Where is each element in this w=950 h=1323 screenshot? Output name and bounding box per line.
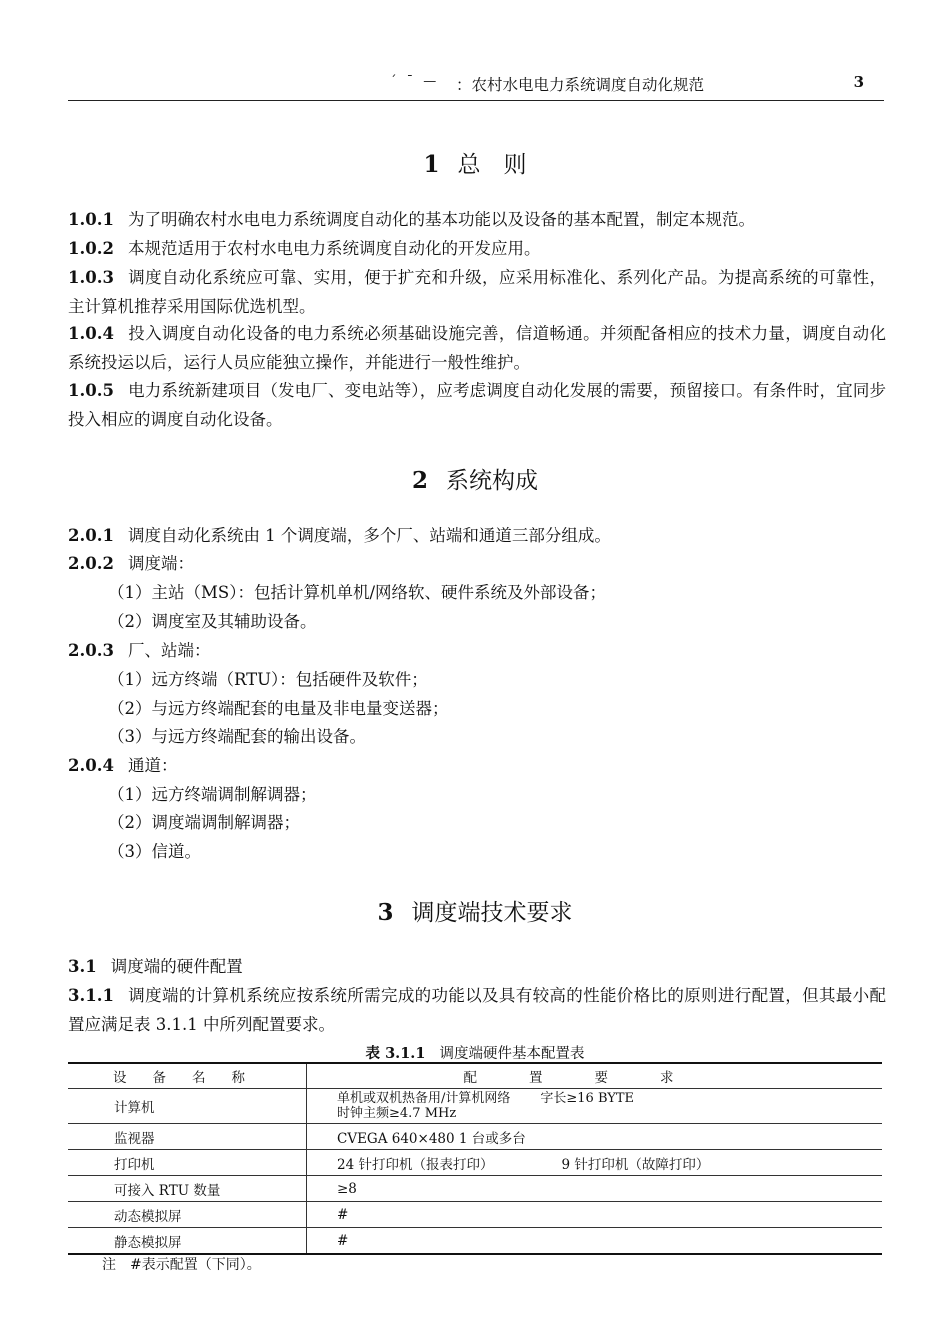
clause-text: 本规范适用于农村水电电力系统调度自动化的开发应用。 xyxy=(127,239,541,258)
table-row xyxy=(68,1176,882,1202)
page-number: 3 xyxy=(853,73,864,91)
clause-text: 调度端的计算机系统应按系统所需完成的功能以及具有较高的性能价格比的原则进行配置，但其最小配置应满足表 3.1.1 中所列配置要求。 xyxy=(68,986,886,1034)
clause-number: 1.0.1 xyxy=(68,210,114,229)
table-number: 表 3.1.1 xyxy=(365,1045,426,1062)
chapter-number: 3 xyxy=(377,899,394,926)
device-name: 计算机 xyxy=(68,1089,307,1124)
clause xyxy=(68,377,886,434)
header-title: ：农村水电电力系统调度自动化规范 xyxy=(456,76,705,94)
table-row xyxy=(68,1124,882,1150)
header-config-requirements: 配置要求 xyxy=(307,1063,883,1089)
table-row xyxy=(68,1089,882,1124)
clause xyxy=(68,206,886,235)
list-item: （1）远方终端（RTU）：包括硬件及软件； xyxy=(108,670,428,689)
clause-text: 通道： xyxy=(127,756,178,775)
clause xyxy=(68,752,886,781)
list-item: （2）与远方终端配套的电量及非电量变送器； xyxy=(108,699,449,718)
device-name: 动态模拟屏 xyxy=(68,1202,307,1228)
clause-number: 3.1.1 xyxy=(68,986,114,1005)
note-text: #表示配置（下同）。 xyxy=(130,1257,261,1273)
table-row xyxy=(68,1228,882,1255)
device-name: 静态模拟屏 xyxy=(68,1228,307,1255)
table-row xyxy=(68,1202,882,1228)
clause-text: 电力系统新建项目（发电厂、变电站等），应考虑调度自动化发展的需要，预留接口。有条件时，宜同步投入相应的调度自动化设备。 xyxy=(68,381,886,429)
device-spec xyxy=(307,1089,883,1124)
clause-number: 1.0.2 xyxy=(68,239,114,258)
section-title: 调度端的硬件配置 xyxy=(110,957,243,976)
device-name: 打印机 xyxy=(68,1150,307,1176)
device-spec: ≥8 xyxy=(307,1176,883,1202)
chapter-1-heading xyxy=(0,146,950,179)
list-item: （3）信道。 xyxy=(108,842,201,861)
note-label: 注 xyxy=(102,1257,116,1273)
clause xyxy=(68,550,886,579)
chapter-2-heading xyxy=(0,462,950,495)
clause-number: 2.0.2 xyxy=(68,554,114,573)
list-item: （3）与远方终端配套的输出设备。 xyxy=(108,727,366,746)
device-spec xyxy=(307,1150,883,1176)
clause xyxy=(68,522,886,551)
clause xyxy=(68,264,886,321)
chapter-title: 总 则 xyxy=(457,152,527,178)
clause-number: 1.0.3 xyxy=(68,268,114,287)
section-heading xyxy=(68,953,886,982)
spec-text: 24 针打印机（报表打印） xyxy=(337,1156,494,1173)
chapter-number: 1 xyxy=(423,151,440,178)
clause-text: 调度端： xyxy=(127,554,194,573)
device-spec: # xyxy=(307,1202,883,1228)
clause-number: 1.0.4 xyxy=(68,324,114,343)
clause-text: 调度自动化系统应可靠、实用，便于扩充和升级，应采用标准化、系列化产品。为提高系统的可靠性，主计算机推荐采用国际优选机型。 xyxy=(68,268,886,316)
header-marks: ´ ¯ — xyxy=(390,74,440,89)
clause xyxy=(68,235,886,264)
table-caption xyxy=(0,1042,950,1063)
list-item: （1）远方终端调制解调器； xyxy=(108,785,317,804)
chapter-number: 2 xyxy=(411,467,428,494)
spec-text: 字长≥16 BYTE xyxy=(540,1091,635,1106)
table-note xyxy=(102,1254,261,1274)
clause-text: 调度自动化系统由 1 个调度端，多个厂、站端和通道三部分组成。 xyxy=(127,526,611,545)
clause-text: 厂、站端： xyxy=(127,641,211,660)
clause xyxy=(68,637,886,666)
spec-text: 9 针打印机（故障打印） xyxy=(561,1156,710,1173)
clause xyxy=(68,982,886,1039)
clause xyxy=(68,320,886,377)
device-name: 可接入 RTU 数量 xyxy=(68,1176,307,1202)
device-spec: # xyxy=(307,1228,883,1255)
list-item: （1）主站（MS）：包括计算机单机/网络软、硬件系统及外部设备； xyxy=(108,583,607,602)
clause-text: 投入调度自动化设备的电力系统必须基础设施完善，信道畅通。并须配备相应的技术力量，调度自动化系统投运以后，运行人员应能独立操作，并能进行一般性维护。 xyxy=(68,324,886,372)
list-item: （2）调度室及其辅助设备。 xyxy=(108,612,317,631)
clause-number: 2.0.1 xyxy=(68,526,114,545)
table-row xyxy=(68,1150,882,1176)
list-item: （2）调度端调制解调器； xyxy=(108,813,300,832)
page-header xyxy=(68,66,884,101)
chapter-title: 调度端技术要求 xyxy=(411,900,573,926)
header-device-name: 设备名称 xyxy=(68,1063,307,1089)
config-table xyxy=(68,1062,882,1255)
spec-text: 单机或双机热备用/计算机网络 xyxy=(337,1091,511,1106)
chapter-3-heading xyxy=(0,894,950,927)
device-name: 监视器 xyxy=(68,1124,307,1150)
table-title: 调度端硬件基本配置表 xyxy=(439,1046,585,1062)
clause-number: 1.0.5 xyxy=(68,381,114,400)
table-header-row xyxy=(68,1063,882,1089)
section-number: 3.1 xyxy=(68,957,97,976)
chapter-title: 系统构成 xyxy=(446,468,538,494)
clause-number: 2.0.4 xyxy=(68,756,114,775)
spec-text: 时钟主频≥4.7 MHz xyxy=(337,1106,457,1121)
clause-number: 2.0.3 xyxy=(68,641,114,660)
device-spec: CVEGA 640×480 1 台或多台 xyxy=(307,1124,883,1150)
clause-text: 为了明确农村水电电力系统调度自动化的基本功能以及设备的基本配置，制定本规范。 xyxy=(127,210,755,229)
